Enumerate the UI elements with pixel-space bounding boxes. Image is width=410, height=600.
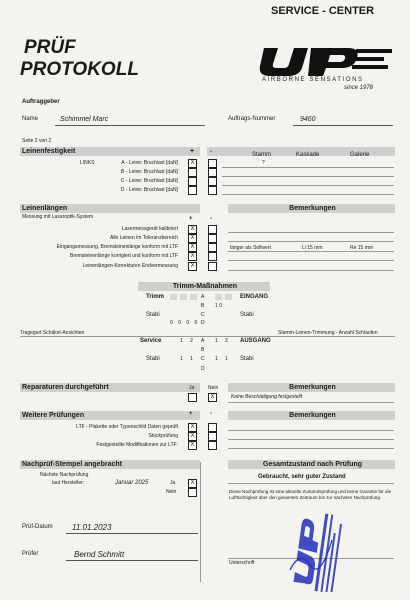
weitere-2-plus-checkbox[interactable]: X — [188, 432, 197, 441]
ausgang-right-values: 1 2 — [215, 338, 231, 344]
nachpruef-nein-label: Nein — [166, 489, 177, 495]
ll-remark-li: Li 15 mm — [302, 245, 323, 251]
weitere-row-3: Festgestellte Modifikationen zur LTF: — [96, 442, 178, 448]
trimm-cell — [225, 294, 232, 300]
service-center-stamp — [280, 510, 342, 592]
stabi-label-top-right: Stabi — [240, 312, 254, 318]
lf-row-b: B - Leine: Bruchlast [daN] — [121, 169, 178, 175]
rep-remarks-title: Bemerkungen — [228, 383, 395, 392]
lf-row-d: D - Leine: Bruchlast [daN] — [120, 187, 178, 193]
weitere-1-plus-checkbox[interactable]: X — [188, 423, 197, 432]
trimm-letter-a: A — [201, 294, 205, 300]
ll-2-minus-checkbox[interactable] — [208, 234, 217, 243]
lf-plus: + — [188, 147, 200, 156]
lf-a-minus-checkbox[interactable] — [208, 159, 217, 168]
lf-row-c: C - Leine: Bruchlast [daN] — [120, 178, 178, 184]
ll-subtitle: Messung mit Lasaroptik-System — [22, 214, 94, 220]
logo-tagline: AIRBORNE SENSATIONS — [262, 77, 364, 83]
signature-label: Unterschrift — [229, 560, 255, 566]
ausgang-letter-c: C — [201, 356, 205, 362]
leinenlaengen-title: Leinenlängen — [20, 204, 200, 213]
order-line — [293, 125, 393, 126]
up-logo — [256, 46, 396, 94]
ausgang-letter-a: A — [201, 338, 205, 344]
ll-remark-line — [228, 270, 394, 271]
lf-grid-line — [222, 167, 394, 168]
gesamt-value: Gebraucht, sehr guter Zustand — [258, 474, 346, 480]
lf-d-plus-checkbox[interactable] — [188, 186, 197, 195]
ll-4-minus-checkbox[interactable] — [208, 252, 217, 261]
ll-row-1: Lasermessgerät kalibriert — [121, 226, 178, 232]
rep-ja-checkbox[interactable] — [188, 393, 197, 402]
gesamt-disclaimer: Diese Nachprüfung ist eine aktuelle Zustandsprüfung und keine Garantie für die Lufttüchtigkeit über den gesamten Zeitraum bis zur nächsten Nachprüfung. — [229, 489, 392, 500]
weitere-row-1: LTF - Plakette oder Typenschild Daten geprüft — [76, 424, 178, 430]
ll-1-plus-checkbox[interactable]: X — [188, 225, 197, 234]
stamm-a-value: ? — [262, 160, 265, 166]
ll-5-plus-checkbox[interactable]: X — [188, 262, 197, 271]
ll-plus: + — [189, 216, 193, 222]
weitere-remark-line — [228, 430, 394, 431]
rep-nein-checkbox[interactable]: X — [208, 393, 217, 402]
col-galerie: Galerie — [350, 152, 370, 158]
weitere-minus: - — [210, 411, 212, 417]
ll-row-3: Eingangsmessung, Bremsleinenlänge konform mit LTF — [56, 244, 178, 250]
trimm-cell — [170, 294, 177, 300]
ausgang-letter-d: D — [201, 366, 205, 372]
trimm-cell — [190, 294, 197, 300]
nachpruef-vertical-line — [200, 462, 201, 582]
ll-3-minus-checkbox[interactable] — [208, 243, 217, 252]
reparaturen-title: Reparaturen durchgeführt — [20, 383, 200, 392]
ll-remark-longer: länger als Sollwert — [230, 245, 271, 251]
ll-row-4: Bremsleinenlänge korrigiert und konform mit LTF — [69, 253, 178, 259]
date-line — [66, 533, 198, 534]
weitere-3-minus-checkbox[interactable] — [208, 441, 217, 450]
trimm-cell — [180, 294, 187, 300]
lf-b-minus-checkbox[interactable] — [208, 168, 217, 177]
weitere-row-2: Stückprüfung — [148, 433, 178, 439]
name-label: Name — [22, 116, 39, 122]
leinenfestigkeit-title: Leinenfestigkeit — [20, 147, 200, 156]
nachpruef-next-value: Januar 2025 — [115, 480, 149, 486]
nachpruef-ja-checkbox[interactable]: X — [188, 479, 197, 488]
lf-grid-line — [222, 176, 394, 177]
eingang-stabi-values: 0 0 0 0 — [170, 320, 200, 326]
weitere-remarks-title: Bemerkungen — [228, 411, 395, 420]
rep-nein-label: Nein — [208, 385, 219, 391]
rep-remark: Keine Beschädigung festgestellt — [231, 394, 303, 400]
ll-remarks-title: Bemerkungen — [228, 204, 395, 213]
lf-d-minus-checkbox[interactable] — [208, 186, 217, 195]
weitere-3-plus-checkbox[interactable]: X — [188, 441, 197, 450]
ausgang-right-stabi: 1 1 — [215, 356, 231, 362]
nachpruef-next-label: Nächste Nachprüfung — [40, 472, 89, 478]
lf-c-plus-checkbox[interactable] — [188, 177, 197, 186]
lf-grid-line — [222, 194, 394, 195]
ll-5-minus-checkbox[interactable] — [208, 262, 217, 271]
trimm-letter-c: C — [201, 312, 205, 318]
lf-minus: - — [210, 149, 212, 155]
nachpruef-nein-checkbox[interactable] — [188, 488, 197, 497]
nachpruef-vendor-label: laut Hersteller: — [52, 480, 85, 486]
ausgang-left-stabi: 1 1 — [180, 356, 196, 362]
ll-row-5: Leinenlängen-Korrekturen Endvermessung — [82, 263, 178, 269]
stabi-label-bottom: Stabi — [146, 356, 160, 362]
nachpruef-ja-label: Ja — [170, 480, 176, 486]
date-value: 11.01.2023 — [72, 523, 112, 532]
title-line-2: PROTOKOLL — [20, 59, 139, 80]
stamm-trimm-label: Stamm-Leinen-Trimmung - Anzahl Schlaufen — [278, 330, 378, 336]
ausgang-label: AUSGANG — [240, 338, 271, 344]
col-kaskade: Kaskade — [296, 152, 320, 158]
auftraggeber-label: Auftraggeber — [22, 99, 60, 105]
ausgang-letter-b: B — [201, 347, 205, 353]
ll-remark-line — [228, 232, 394, 233]
tragegurt-label: Tragegurt Schäkel-Ansichten — [20, 330, 85, 336]
order-value: 9460 — [300, 116, 316, 123]
gesamt-line — [228, 483, 394, 484]
eingang-right-values: 1 0 — [215, 303, 222, 309]
trimm-divider — [20, 336, 395, 337]
weitere-title: Weitere Prüfungen — [20, 411, 200, 420]
weitere-remark-line — [228, 448, 394, 449]
stabi-label-bottom-right: Stabi — [240, 356, 254, 362]
service-label: Service — [140, 338, 162, 344]
weitere-remark-line — [228, 439, 394, 440]
ll-2-plus-checkbox[interactable]: X — [188, 234, 197, 243]
nachpruef-title: Nachprüf-Stempel angebracht — [20, 460, 200, 469]
ll-minus: - — [210, 216, 212, 222]
trimm-title: Trimm-Maßnahmen — [138, 282, 270, 291]
pruefer-label: Prüfer — [22, 551, 39, 557]
trimm-cell — [215, 294, 222, 300]
rep-remark-line — [228, 402, 394, 403]
lf-a-plus-checkbox[interactable]: X — [188, 159, 197, 168]
weitere-1-minus-checkbox[interactable] — [208, 423, 217, 432]
ll-4-plus-checkbox[interactable]: X — [188, 252, 197, 261]
pruefer-value: Bernd Schmitt — [74, 550, 125, 559]
name-value: Schimmel Marc — [60, 116, 109, 123]
rep-ja-label: Ja — [189, 385, 195, 391]
ll-remark-line — [228, 251, 394, 252]
lf-grid-line — [222, 185, 394, 186]
ll-remark-line — [228, 241, 394, 242]
logo-since: since 1978 — [344, 85, 374, 91]
eingang-label: EINGANG — [240, 294, 269, 300]
trimm-letter-d: D — [201, 320, 205, 326]
col-stamm: Stamm — [252, 152, 272, 158]
ll-3-plus-checkbox[interactable]: X — [188, 243, 197, 252]
ll-remark-re: Re 15 mm — [350, 245, 374, 251]
lf-row-a: A - Leine: Bruchlast [daN] — [121, 160, 178, 166]
trimm-letter-b: B — [201, 303, 205, 309]
trimm-label: Trimm — [146, 294, 165, 300]
lf-b-plus-checkbox[interactable] — [188, 168, 197, 177]
ll-row-2: Alle Leinen im Toleranzbereich — [109, 235, 178, 241]
title-line-1: PRÜF — [24, 37, 76, 58]
weitere-2-minus-checkbox[interactable] — [208, 432, 217, 441]
date-label: Prüf-Datum — [22, 524, 53, 530]
ll-remark-line — [228, 260, 394, 261]
weitere-plus: + — [189, 411, 193, 417]
name-line — [55, 125, 205, 126]
pruefer-line — [66, 560, 198, 561]
ausgang-left-values: 1 2 — [180, 338, 196, 344]
lf-c-minus-checkbox[interactable] — [208, 177, 217, 186]
stabi-label-top: Stabi — [146, 312, 160, 318]
page-info: Seite 2 von 2 — [22, 138, 52, 144]
order-label: Auftrags-Nummer — [228, 116, 276, 122]
ll-1-minus-checkbox[interactable] — [208, 225, 217, 234]
service-center-title: SERVICE - CENTER — [271, 5, 375, 17]
links-label: LINKS — [80, 160, 95, 166]
gesamt-title: Gesamtzustand nach Prüfung — [228, 460, 395, 469]
